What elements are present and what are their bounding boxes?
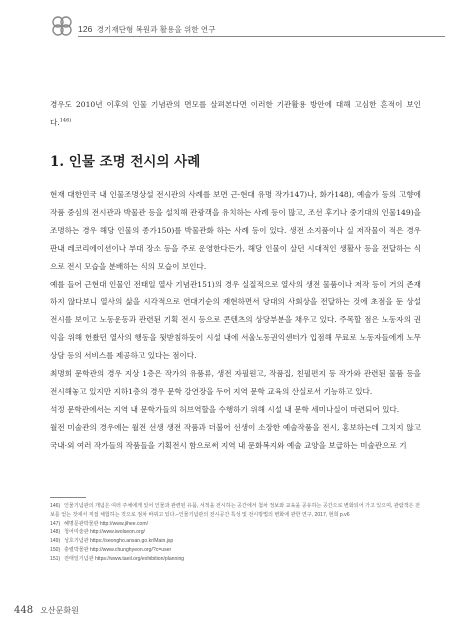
running-header [78,24,216,35]
header-page-number: 126 [78,24,93,34]
footnote-rule [50,497,86,498]
intro-footnote-ref: 146) [59,117,72,124]
footnote-item [50,537,421,546]
footnote-number: 150) [50,546,61,553]
header-rule [78,36,445,37]
paragraph: 현재 대한민국 내 인물조명상설 전시관의 사례를 보면 근·현대 유명 작가147)나, 화가148), 예술가 등의 고향에 작품 중심의 전시관과 박물관 등을 설치해 관광객을 유치하는 사례 등이 많고, 조선 후기나 중기대의 인물149)을 조명하는 경우 해당 인물의 종가150)를 박물관화 하는 사례 등이 있다. 생전 소지품이나 실 저작물이 적은 경우 판내 레코리에이션이나 부대 장소 등을 주로 운영한다든가, 해당 인물이 살던 시대적인 생활사 등을 전달하는 식으로 전시 모습을 분배하는 식의 모습이 보인다. [50,190,421,271]
footnote-item [50,555,421,564]
footer-page-number: 448 [14,605,34,616]
footnote-number: 149) [50,538,61,545]
intro-text: 경우도 2010년 이후의 인물 기념관의 면모를 살펴본다면 이러한 기관활용 방안에 대해 고심한 흔적이 보인다. [50,100,421,127]
footnote-number: 147) [50,520,61,527]
footnote-text: 청어미술관 http://www.iwolseon.org/ [64,529,145,536]
body-text [50,186,421,455]
footnote-item [50,502,421,520]
footnote-number: 151) [50,555,61,562]
footnote-item [50,528,421,537]
footnote-text: 성호기념관 https://seongho.ansan.go.kr/Main.jsp [64,538,174,545]
footnote-item [50,520,421,529]
paragraph: 최명희 문학관의 경우 지상 1층은 작가의 유품류, 생전 자필원고, 작품집, 친필편지 등 작가와 관련된 물품 등을 전시해놓고 있지만 지하1층의 경우 문학 강연장을 두어 지역 문학 교육의 산실로서 기능하고 있다. [50,369,421,396]
header-running-title: 경기재단형 복원과 활용을 위한 연구 [96,25,216,34]
footnote-text: 충렬박물관 http://www.chunghyeon.org/?c=user [64,546,172,553]
page-footer [14,598,79,617]
footnote-text: 인물기념관의 개념은 여러 주체에게 있어 인물과 관련된 유품, 서적을 전시하는 공간에서 첨차 정보와 교육을 공유하는 공간으로 변화되어 가고 있으며, 관람객은 전보를 얻는 것에서 직접 체험하는 것으로 점차 바뀌고 있다.–인물기념관의 전시공간 특성 및 전시방법의 변화에 관한 연구, 2017, 현희 p.v6 [50,503,420,518]
footnote-text: 혜명문관박물관 http://www.jihee.com/ [64,520,148,527]
paragraph: 석정 문학관에서는 지역 내 문학가들의 허브역할을 수행하기 위해 시설 내 문학 세미나실이 마련되어 있다. [50,404,400,414]
paragraph: 월전 미술관의 경우에는 월전 선생 생전 작품과 더불어 선생이 소장한 예술작품을 전시, 홍보하는데 그치지 않고 국내·외 여러 작가들의 작품들을 기획전시 함으로써 지역 내 문화복지와 예술 교양을 보급하는 미술관으로 기 [50,422,421,450]
section-title: 1. 인물 조명 전시의 사례 [50,154,201,170]
footnote-number: 146) [50,503,61,509]
footer-publication: 오산문화원 [40,606,79,615]
paragraph: 예를 들어 근현대 인물인 전태일 열사 기념관151)의 경우 실질적으로 열사의 생전 물품이나 저작 등이 거의 존재하지 않다보니 열사의 삶을 시각적으로 연대기순의 재현하면서 당대의 사회상을 전달하는 것에 초점을 둔 상설 전시를 보이고 노동운동과 관련된 기획 전시 등으로 콘텐츠의 상당부분을 채우고 있다. 주목할 점은 노동자의 권익을 위해 헌쐈던 열사의 행동을 뒷받침하듯이 시설 내에 서울노동권익센터가 입점해 무료로 노동자들에게 노무 상담 등의 서비스를 제공하고 있다는 점이다. [50,279,421,361]
footnotes [50,502,421,564]
footnote-number: 148) [50,529,61,536]
knot-ornament-icon [50,14,74,38]
footnote-item [50,546,421,555]
intro-paragraph [50,96,421,132]
footnote-text: 전태일기념관 https://www.taeil.org/exhibition/planning [64,555,185,562]
